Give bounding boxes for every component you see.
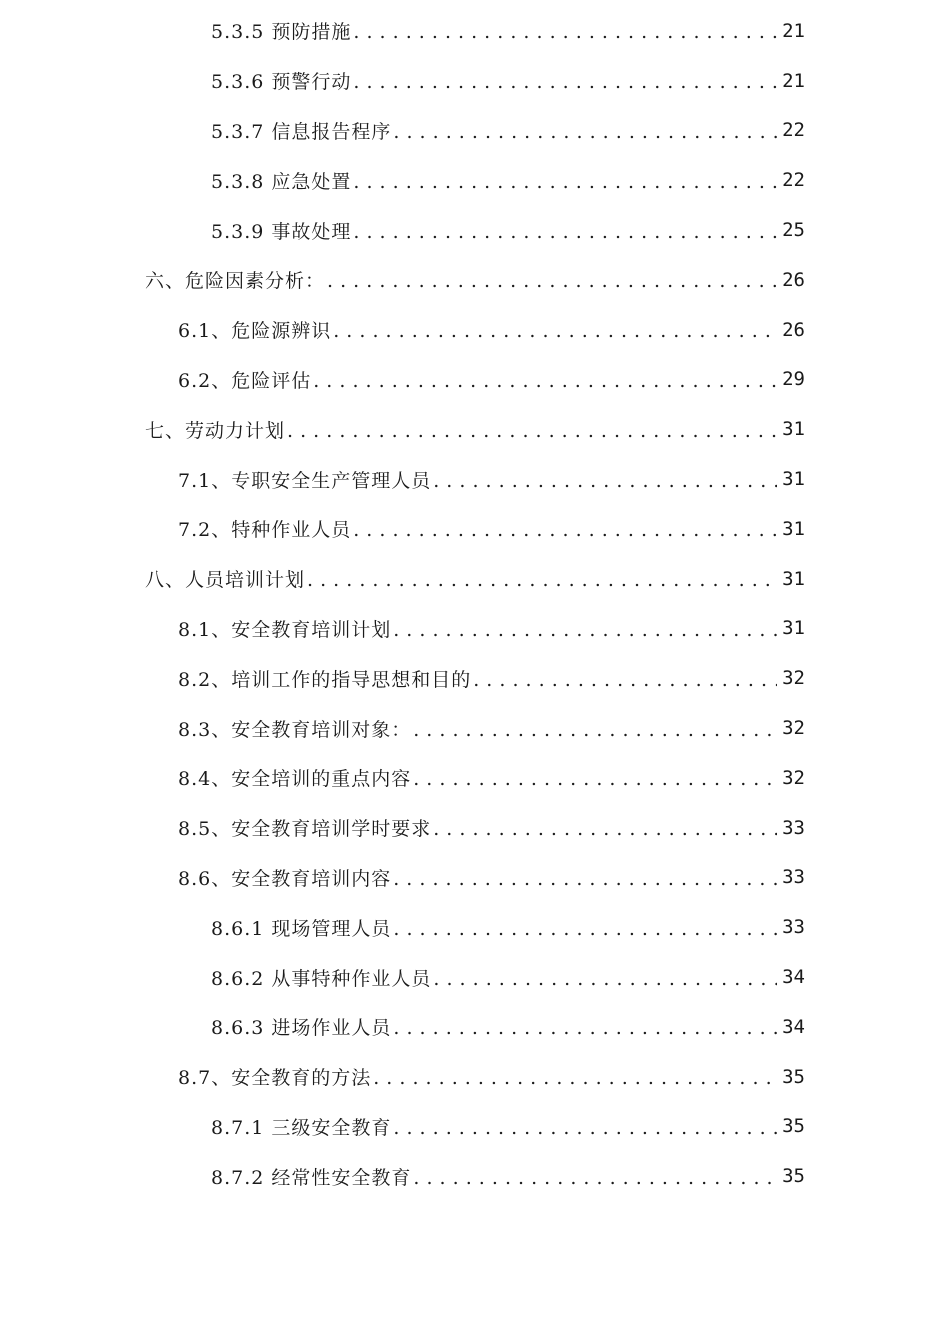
- toc-entry-title: 8.4、安全培训的重点内容: [178, 768, 412, 791]
- toc-entry-title: 8.6、安全教育培训内容: [178, 867, 392, 890]
- toc-entry[interactable]: [0, 853, 950, 903]
- toc-entry[interactable]: [0, 1002, 950, 1052]
- toc-entry[interactable]: [0, 554, 950, 604]
- toc-entry[interactable]: [0, 56, 950, 106]
- toc-entry[interactable]: [0, 902, 950, 952]
- toc-entry-page: 29: [782, 368, 805, 391]
- toc-dot-leader: [433, 820, 777, 839]
- toc-entry-title: 七、劳动力计划: [145, 419, 286, 442]
- toc-entry-page: 32: [782, 766, 805, 789]
- toc-dot-leader: [393, 1019, 777, 1038]
- toc-entry-title: 5.3.9 事故处理: [211, 220, 352, 243]
- toc-entry[interactable]: [0, 604, 950, 654]
- toc-entry-page: 26: [782, 268, 805, 291]
- table-of-contents: [0, 6, 950, 1201]
- toc-dot-leader: [353, 521, 777, 540]
- toc-dot-leader: [333, 322, 777, 341]
- toc-entry-page: 31: [782, 418, 805, 441]
- toc-dot-leader: [433, 970, 777, 989]
- toc-dot-leader: [393, 1119, 777, 1138]
- toc-dot-leader: [393, 621, 777, 640]
- toc-dot-leader: [413, 770, 777, 789]
- toc-entry-page: 31: [782, 468, 805, 491]
- toc-entry-title: 7.1、专职安全生产管理人员: [178, 469, 432, 492]
- toc-entry-page: 33: [782, 816, 805, 839]
- toc-entry[interactable]: [0, 803, 950, 853]
- toc-entry-page: 22: [782, 169, 805, 192]
- toc-dot-leader: [313, 372, 777, 391]
- toc-entry-page: 31: [782, 567, 805, 590]
- toc-entry-title: 8.3、安全教育培训对象：: [178, 718, 412, 741]
- toc-entry-title: 8.6.2 从事特种作业人员: [211, 967, 432, 990]
- toc-dot-leader: [413, 721, 777, 740]
- toc-entry-page: 21: [782, 69, 805, 92]
- toc-dot-leader: [473, 671, 777, 690]
- toc-entry[interactable]: [0, 1052, 950, 1102]
- toc-dot-leader: [413, 1169, 777, 1188]
- toc-entry-title: 5.3.6 预警行动: [211, 71, 352, 94]
- toc-entry-title: 6.2、危险评估: [178, 369, 312, 392]
- toc-entry-title: 8.5、安全教育培训学时要求: [178, 818, 432, 841]
- toc-entry[interactable]: [0, 6, 950, 56]
- toc-entry[interactable]: [0, 653, 950, 703]
- toc-entry-page: 33: [782, 916, 805, 939]
- toc-entry-title: 8.7.1 三级安全教育: [211, 1116, 392, 1139]
- toc-entry[interactable]: [0, 106, 950, 156]
- toc-entry[interactable]: [0, 454, 950, 504]
- toc-entry-page: 35: [782, 1165, 805, 1188]
- toc-entry-page: 31: [782, 617, 805, 640]
- toc-dot-leader: [353, 23, 777, 42]
- toc-entry-title: 8.2、培训工作的指导思想和目的: [178, 668, 472, 691]
- toc-entry[interactable]: [0, 404, 950, 454]
- toc-entry-page: 35: [782, 1115, 805, 1138]
- toc-entry[interactable]: [0, 753, 950, 803]
- toc-dot-leader: [353, 223, 777, 242]
- toc-entry-page: 22: [782, 119, 805, 142]
- toc-entry[interactable]: [0, 205, 950, 255]
- toc-entry-title: 8.6.3 进场作业人员: [211, 1017, 392, 1040]
- toc-entry-title: 6.1、危险源辨识: [178, 320, 332, 343]
- toc-entry[interactable]: [0, 155, 950, 205]
- toc-entry-page: 34: [782, 1015, 805, 1038]
- toc-entry[interactable]: [0, 355, 950, 405]
- toc-entry-page: 33: [782, 866, 805, 889]
- toc-entry-title: 六、危险因素分析：: [145, 270, 326, 293]
- toc-entry-page: 25: [782, 219, 805, 242]
- toc-entry-title: 8.6.1 现场管理人员: [211, 917, 392, 940]
- toc-entry-page: 26: [782, 318, 805, 341]
- toc-entry[interactable]: [0, 504, 950, 554]
- toc-entry-page: 21: [782, 19, 805, 42]
- toc-dot-leader: [327, 272, 777, 291]
- toc-entry-title: 5.3.5 预防措施: [211, 21, 352, 44]
- toc-entry-title: 8.7、安全教育的方法: [178, 1067, 372, 1090]
- toc-entry[interactable]: [0, 305, 950, 355]
- toc-dot-leader: [353, 173, 777, 192]
- toc-entry-page: 34: [782, 966, 805, 989]
- toc-entry-page: 32: [782, 717, 805, 740]
- toc-dot-leader: [287, 422, 777, 441]
- toc-dot-leader: [433, 472, 777, 491]
- toc-entry[interactable]: [0, 1151, 950, 1201]
- toc-entry-title: 5.3.7 信息报告程序: [211, 120, 392, 143]
- toc-entry-title: 8.7.2 经常性安全教育: [211, 1166, 412, 1189]
- toc-entry-page: 35: [782, 1065, 805, 1088]
- toc-entry[interactable]: [0, 952, 950, 1002]
- toc-entry-title: 8.1、安全教育培训计划: [178, 618, 392, 641]
- toc-dot-leader: [393, 870, 777, 889]
- toc-dot-leader: [393, 123, 777, 142]
- toc-entry-page: 31: [782, 517, 805, 540]
- toc-entry[interactable]: [0, 255, 950, 305]
- toc-entry-page: 32: [782, 667, 805, 690]
- toc-dot-leader: [307, 571, 777, 590]
- toc-entry[interactable]: [0, 703, 950, 753]
- toc-dot-leader: [353, 73, 777, 92]
- toc-dot-leader: [373, 1069, 777, 1088]
- toc-entry-title: 八、人员培训计划: [145, 569, 306, 592]
- toc-entry-title: 7.2、特种作业人员: [178, 519, 352, 542]
- toc-entry-title: 5.3.8 应急处置: [211, 170, 352, 193]
- toc-dot-leader: [393, 920, 777, 939]
- toc-entry[interactable]: [0, 1102, 950, 1152]
